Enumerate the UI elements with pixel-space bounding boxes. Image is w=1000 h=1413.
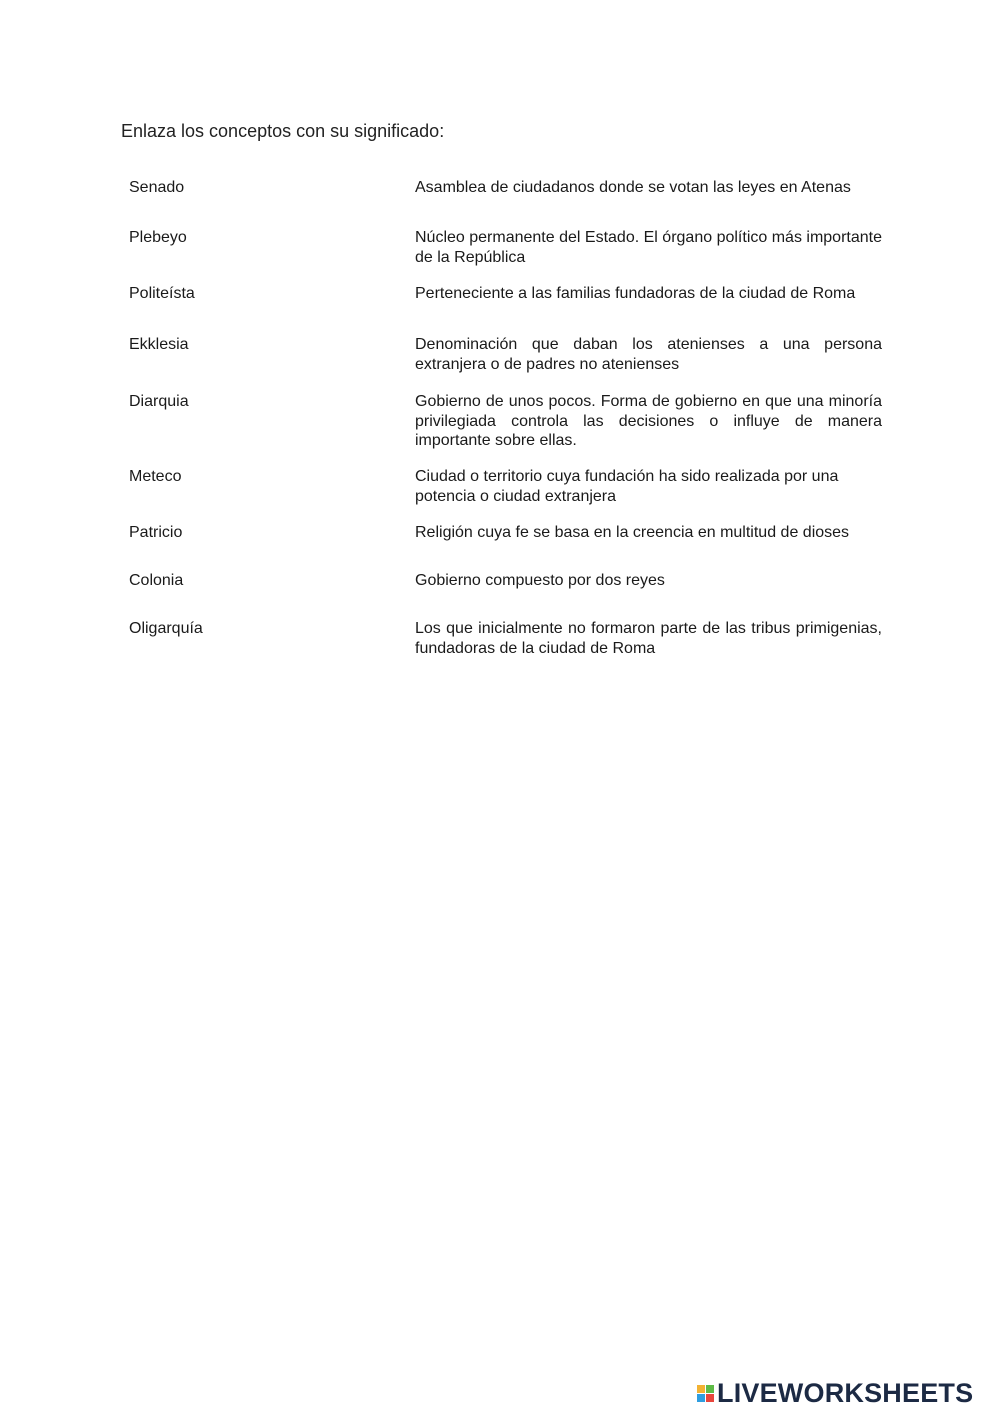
concept-term[interactable]: Ekklesia [129,336,189,353]
concept-definition[interactable]: Asamblea de ciudadanos donde se votan las leyes en Atenas [415,179,851,196]
concept-term[interactable]: Meteco [129,468,182,485]
concept-definition[interactable]: Gobierno de unos pocos. Forma de gobierno en que una minoría privilegiada controla las decisiones o influye de manera importante sobre ellas. [415,393,882,449]
logo-square-icon [706,1385,714,1393]
logo-text: LIVEWORKSHEETS [717,1377,974,1408]
logo-square-icon [697,1385,705,1393]
concept-definition[interactable]: Los que inicialmente no formaron parte de las tribus primigenias, fundadoras de la ciudad de Roma [415,620,882,657]
concept-definition[interactable]: Perteneciente a las familias fundadoras de la ciudad de Roma [415,285,856,302]
concept-definition[interactable]: Denominación que daban los atenienses a una persona extranjera o de padres no atenienses [415,336,882,373]
logo-square-icon [706,1394,714,1402]
concept-term[interactable]: Diarquia [129,393,189,410]
concept-term[interactable]: Politeísta [129,285,195,302]
concept-term[interactable]: Colonia [129,572,184,589]
concept-term[interactable]: Patricio [129,524,183,541]
concept-term[interactable]: Plebeyo [129,229,187,246]
concept-definition[interactable]: Ciudad o territorio cuya fundación ha sido realizada por una potencia o ciudad extranjera [415,468,839,505]
logo-grid-icon [697,1385,714,1402]
concept-definition[interactable]: Gobierno compuesto por dos reyes [415,572,665,589]
liveworksheets-logo [697,1378,973,1408]
instruction-text: Enlaza los conceptos con su significado: [121,121,445,141]
concept-term[interactable]: Oligarquía [129,620,203,637]
concept-term[interactable]: Senado [129,179,185,196]
concept-definition[interactable]: Núcleo permanente del Estado. El órgano político más importante de la República [415,229,882,266]
logo-square-icon [697,1394,705,1402]
concept-definition[interactable]: Religión cuya fe se basa en la creencia en multitud de dioses [415,524,850,541]
